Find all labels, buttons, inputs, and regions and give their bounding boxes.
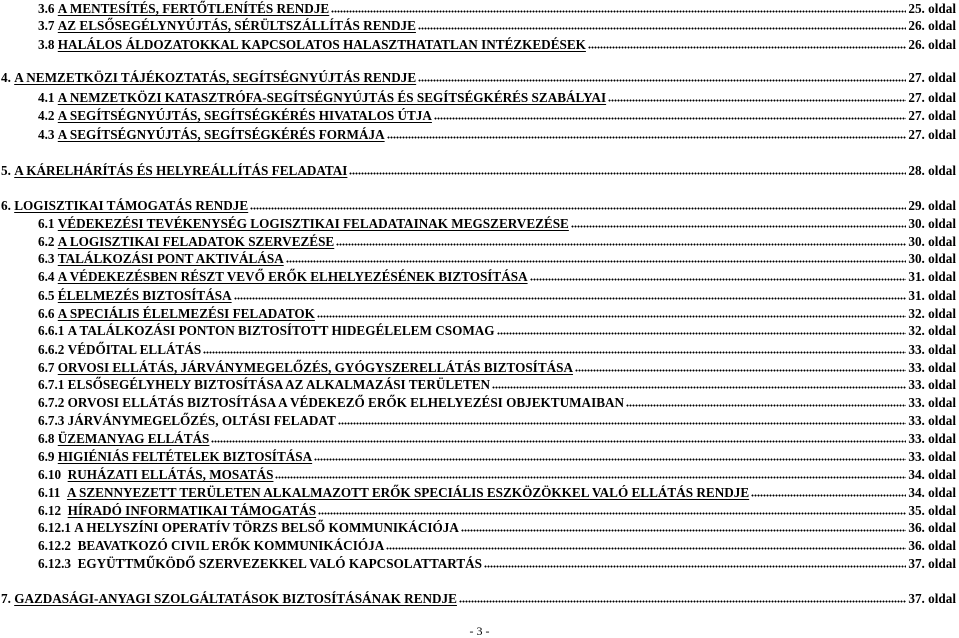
dot-leader <box>386 540 906 550</box>
toc-entry-number: 3.6 <box>38 1 58 16</box>
toc-entry-page: 32. oldal <box>908 323 956 338</box>
toc-entry-page: 33. oldal <box>908 342 956 357</box>
toc-entry-title[interactable]: A KÁRELHÁRÍTÁS ÉS HELYREÁLLÍTÁS FELADATAI <box>14 163 348 178</box>
toc-entry-page: 33. oldal <box>908 395 956 410</box>
dot-leader <box>314 451 906 461</box>
toc-entry-number: 6.7.1 <box>38 377 68 392</box>
toc-entry-number: 3.8 <box>38 37 58 52</box>
toc-entry-title[interactable]: LOGISZTIKAI TÁMOGATÁS RENDJE <box>14 198 249 213</box>
dot-leader <box>497 325 907 335</box>
toc-entry[interactable] <box>38 502 956 519</box>
toc-entry-title[interactable]: VÉDEKEZÉSI TEVÉKENYSÉG LOGISZTIKAI FELADATAINAK MEGSZERVEZÉSE <box>57 216 569 231</box>
toc-entry-number: 4.1 <box>38 90 58 105</box>
dot-leader <box>211 433 906 443</box>
toc-entry-title[interactable]: TALÁLKOZÁSI PONT AKTIVÁLÁSA <box>57 251 284 266</box>
toc-entry-page: 36. oldal <box>908 520 956 535</box>
toc-entry-page: 27. oldal <box>908 127 956 142</box>
toc-entry-number: 6.12.2 <box>38 538 78 553</box>
toc-entry-number: 6.6 <box>38 306 58 321</box>
toc-entry[interactable] <box>38 287 956 304</box>
toc-entry[interactable] <box>38 126 956 143</box>
toc-entry-page: 32. oldal <box>908 306 956 321</box>
toc-entry-page: 30. oldal <box>908 216 956 231</box>
toc-entry-page: 34. oldal <box>908 467 956 482</box>
toc-entry-title[interactable]: A HELYSZÍNI OPERATÍV TÖRZS BELSŐ KOMMUNIKÁCIÓJA <box>74 520 459 535</box>
dot-leader <box>286 253 907 263</box>
toc-entry-page: 25. oldal <box>908 1 956 16</box>
toc-entry[interactable] <box>38 305 956 322</box>
dot-leader <box>626 397 906 407</box>
dot-leader <box>336 236 906 246</box>
toc-entry[interactable] <box>38 466 956 483</box>
toc-entry-page: 26. oldal <box>908 37 956 52</box>
dot-leader <box>608 92 906 102</box>
toc-entry-number: 6.7 <box>38 360 58 375</box>
toc-entry-number: 6.5 <box>38 288 58 303</box>
toc-entry[interactable] <box>38 322 956 339</box>
toc-entry[interactable] <box>38 448 956 465</box>
toc-entry-page: 33. oldal <box>908 377 956 392</box>
toc-entry-page: 35. oldal <box>908 503 956 518</box>
toc-entry-number: 6.12.3 <box>38 556 78 571</box>
toc-entry-page: 30. oldal <box>908 251 956 266</box>
dot-leader <box>331 3 906 13</box>
toc-entry-page: 27. oldal <box>908 108 956 123</box>
toc-entry-number: 6.9 <box>38 449 58 464</box>
toc-entry[interactable] <box>38 250 956 267</box>
page-number-footer: - 3 - <box>469 624 490 638</box>
toc-entry-title[interactable]: ELSŐSEGÉLYHELY BIZTOSÍTÁSA AZ ALKALMAZÁSI TERÜLETEN <box>67 377 491 392</box>
toc-entry[interactable] <box>38 484 956 501</box>
toc-entry-number: 3.7 <box>38 18 58 33</box>
toc-entry-number: 6.3 <box>38 251 58 266</box>
toc-entry-number: 4.3 <box>38 127 58 142</box>
toc-entry-title[interactable]: A VÉDEKEZÉSBEN RÉSZT VEVŐ ERŐK ELHELYEZÉSÉNEK BIZTOSÍTÁSA <box>57 269 528 284</box>
toc-entry-page: 27. oldal <box>908 70 956 85</box>
toc-entry-title[interactable]: A TALÁLKOZÁSI PONTON BIZTOSÍTOTT HIDEGÉLELEM CSOMAG <box>67 323 495 338</box>
dot-leader <box>317 308 906 318</box>
toc-entry-title[interactable]: HÍRADÓ INFORMATIKAI TÁMOGATÁS <box>67 503 317 518</box>
toc-entry-number: 7. <box>1 591 15 606</box>
toc-entry-number: 6.12.1 <box>38 520 75 535</box>
dot-leader <box>349 165 906 175</box>
dot-leader <box>459 593 906 603</box>
toc-entry-title[interactable]: A SZENNYEZETT TERÜLETEN ALKALMAZOTT ERŐK SPECIÁLIS ESZKÖZÖKKEL VALÓ ELLÁTÁS RENDJE <box>66 485 750 500</box>
toc-entry-page: 34. oldal <box>908 485 956 500</box>
toc-entry[interactable] <box>38 519 956 536</box>
toc-entry[interactable] <box>38 89 956 106</box>
toc-entry-title[interactable]: EGYÜTTMŰKÖDŐ SZERVEZEKKEL VALÓ KAPCSOLATTARTÁS <box>77 556 482 571</box>
toc-entry[interactable] <box>38 394 956 411</box>
dot-leader <box>418 20 906 30</box>
toc-entry-title[interactable]: HALÁLOS ÁLDOZATOKKAL KAPCSOLATOS HALASZTHATATLAN INTÉZKEDÉSEK <box>57 37 586 52</box>
toc-entry-number: 6.7.2 <box>38 395 68 410</box>
toc-entry-title[interactable]: HIGIÉNIÁS FELTÉTELEK BIZTOSÍTÁSA <box>57 449 313 464</box>
toc-entry-title[interactable]: A SPECIÁLIS ÉLELMEZÉSI FELADATOK <box>57 306 315 321</box>
toc-entry[interactable] <box>1 590 956 607</box>
toc-entry-title[interactable]: JÁRVÁNYMEGELŐZÉS, OLTÁSI FELADAT <box>67 413 336 428</box>
toc-entry[interactable] <box>38 376 956 393</box>
dot-leader <box>751 487 906 497</box>
toc-entry-number: 6. <box>1 198 15 213</box>
toc-entry[interactable] <box>38 0 956 17</box>
dot-leader <box>338 415 907 425</box>
toc-entry-title[interactable]: BEAVATKOZÓ CIVIL ERŐK KOMMUNIKÁCIÓJA <box>77 538 385 553</box>
toc-entry-number: 6.8 <box>38 431 58 446</box>
toc-entry-number: 6.1 <box>38 216 58 231</box>
dot-leader <box>588 39 906 49</box>
toc-entry[interactable] <box>38 36 956 53</box>
toc-entry-number: 5. <box>1 163 15 178</box>
toc-entry-number: 4.2 <box>38 108 58 123</box>
dot-leader <box>530 271 907 281</box>
toc-entry-title[interactable]: A LOGISZTIKAI FELADATOK SZERVEZÉSE <box>57 234 335 249</box>
toc-entry-number: 6.7.3 <box>38 413 68 428</box>
toc-entry-title[interactable]: ORVOSI ELLÁTÁS BIZTOSÍTÁSA A VÉDEKEZŐ ERŐK ELHELYEZÉSI OBJEKTUMAIBAN <box>67 395 625 410</box>
toc-entry[interactable] <box>38 17 956 34</box>
toc-entry[interactable] <box>1 69 956 86</box>
toc-entry-page: 31. oldal <box>908 288 956 303</box>
dot-leader <box>434 110 906 120</box>
toc-entry[interactable] <box>38 107 956 124</box>
toc-entry-title[interactable]: ÜZEMANYAG ELLÁTÁS <box>57 431 210 446</box>
toc-entry-page: 28. oldal <box>908 163 956 178</box>
toc-entry[interactable] <box>38 555 956 572</box>
toc-entry-page: 37. oldal <box>908 556 956 571</box>
toc-entry[interactable] <box>1 197 956 214</box>
toc-entry-page: 29. oldal <box>908 198 956 213</box>
toc-entry-page: 26. oldal <box>908 18 956 33</box>
dot-leader <box>318 505 906 515</box>
toc-entry-number: 6.10 <box>38 467 68 482</box>
toc-entry-page: 31. oldal <box>908 269 956 284</box>
toc-entry-title[interactable]: ORVOSI ELLÁTÁS, JÁRVÁNYMEGELŐZÉS, GYÓGYSZERELLÁTÁS BIZTOSÍTÁSA <box>57 360 573 375</box>
toc-entry[interactable] <box>38 268 956 285</box>
toc-entry-title[interactable]: A MENTESÍTÉS, FERTŐTLENÍTÉS RENDJE <box>57 1 330 16</box>
dot-leader <box>492 379 906 389</box>
dot-leader <box>203 344 906 354</box>
toc-entry-page: 33. oldal <box>908 431 956 446</box>
toc-entry[interactable] <box>38 341 956 358</box>
dot-leader <box>484 558 906 568</box>
dot-leader <box>387 129 907 139</box>
toc-entry-page: 33. oldal <box>908 360 956 375</box>
toc-entry[interactable] <box>38 359 956 376</box>
dot-leader <box>418 72 906 82</box>
toc-entry-number: 6.2 <box>38 234 58 249</box>
toc-entry-number: 6.12 <box>38 503 68 518</box>
toc-entry-title[interactable]: A NEMZETKÖZI TÁJÉKOZTATÁS, SEGÍTSÉGNYÚJTÁS RENDJE <box>14 70 417 85</box>
toc-entry-page: 33. oldal <box>908 413 956 428</box>
toc-entry-number: 6.6.2 <box>38 342 68 357</box>
dot-leader <box>571 218 907 228</box>
toc-entry-page: 33. oldal <box>908 449 956 464</box>
toc-entry[interactable] <box>38 412 956 429</box>
toc-entry-title[interactable]: A SEGÍTSÉGNYÚJTÁS, SEGÍTSÉGKÉRÉS HIVATALOS ÚTJA <box>57 108 432 123</box>
toc-entry-page: 37. oldal <box>908 591 956 606</box>
dot-leader <box>275 469 906 479</box>
dot-leader <box>575 362 906 372</box>
toc-entry-title[interactable]: RUHÁZATI ELLÁTÁS, MOSATÁS <box>67 467 274 482</box>
toc-entry-page: 30. oldal <box>908 234 956 249</box>
toc-entry-title[interactable]: GAZDASÁGI-ANYAGI SZOLGÁLTATÁSOK BIZTOSÍTÁSÁNAK RENDJE <box>14 591 457 606</box>
toc-entry-title[interactable]: ÉLELMEZÉS BIZTOSÍTÁSA <box>57 288 232 303</box>
toc-entry-number: 6.6.1 <box>38 323 68 338</box>
toc-entry-title[interactable]: A NEMZETKÖZI KATASZTRÓFA-SEGÍTSÉGNYÚJTÁS ÉS SEGÍTSÉGKÉRÉS SZABÁLYAI <box>57 90 607 105</box>
toc-entry[interactable] <box>38 537 956 554</box>
toc-entry-title[interactable]: AZ ELSŐSEGÉLYNYÚJTÁS, SÉRÜLTSZÁLLÍTÁS RENDJE <box>57 18 416 33</box>
toc-entry[interactable] <box>1 162 956 179</box>
toc-entry[interactable] <box>38 430 956 447</box>
toc-entry-title[interactable]: A SEGÍTSÉGNYÚJTÁS, SEGÍTSÉGKÉRÉS FORMÁJA <box>57 127 385 142</box>
toc-entry-page: 36. oldal <box>908 538 956 553</box>
toc-entry[interactable] <box>38 233 956 250</box>
toc-entry-number: 6.11 <box>38 485 67 500</box>
dot-leader <box>461 522 906 532</box>
toc-entry-title[interactable]: VÉDŐITAL ELLÁTÁS <box>67 342 202 357</box>
toc-entry-number: 6.4 <box>38 269 58 284</box>
dot-leader <box>250 200 906 210</box>
toc-entry-page: 27. oldal <box>908 90 956 105</box>
toc-entry[interactable] <box>38 215 956 232</box>
toc-entry-number: 4. <box>1 70 15 85</box>
dot-leader <box>234 290 907 300</box>
